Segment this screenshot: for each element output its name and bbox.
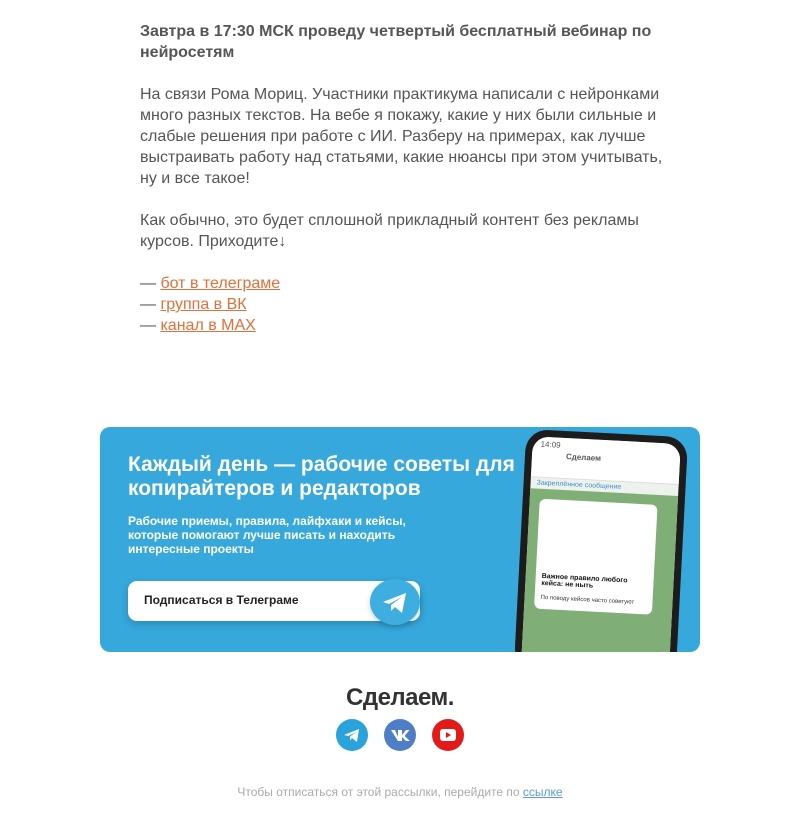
- telegram-icon[interactable]: [370, 579, 420, 625]
- telegram-promo-banner[interactable]: [100, 427, 700, 652]
- vk-icon[interactable]: [384, 719, 416, 751]
- phone-post-subtitle: По поводу кейсов часто советуют: [540, 594, 635, 606]
- social-links: [0, 719, 800, 751]
- brand-logo: Сделаем.: [346, 684, 454, 711]
- unsubscribe-text: Чтобы отписаться от этой рассылки, перейдите по: [237, 785, 523, 799]
- telegram-bot-link[interactable]: бот в телеграме: [160, 275, 281, 292]
- vk-group-link[interactable]: группа в ВК: [160, 296, 247, 313]
- unsubscribe-footer: [0, 785, 800, 799]
- unsubscribe-link[interactable]: ссылке: [522, 785, 563, 799]
- phone-chat-area: [521, 488, 678, 652]
- list-item: [140, 315, 665, 336]
- phone-message-bubble: [534, 499, 658, 615]
- links-list: [140, 273, 665, 336]
- max-channel-link[interactable]: канал в MAX: [160, 317, 256, 334]
- subscribe-button-label: Подписаться в Телеграме: [144, 593, 299, 607]
- email-paragraph: Как обычно, это будет сплошной прикладный контент без рекламы курсов. Приходите↓: [140, 212, 639, 250]
- youtube-icon[interactable]: [432, 719, 464, 751]
- phone-channel-name: Сделаем: [565, 452, 602, 463]
- phone-time: 14:09: [540, 439, 561, 450]
- email-body: [140, 21, 665, 336]
- dash: —: [140, 317, 161, 334]
- banner-subtitle: Рабочие приемы, правила, лайфхаки и кейсы, которые помогают лучше писать и находить интересные проекты: [128, 514, 406, 556]
- phone-pinned-label: Закреплённое сообщение: [536, 479, 622, 491]
- dash: —: [140, 296, 161, 313]
- phone-post-title: Важное правило любого кейса: не ныть: [541, 572, 628, 590]
- list-item: [140, 273, 665, 294]
- phone-mockup: [514, 429, 688, 652]
- email-paragraph: На связи Рома Мориц. Участники практикума написали с нейронками много разных текстов. На вебе я покажу, какие у них были сильные и слабые решения при работе с ИИ. Разберу на примерах, как лучше выстраивать работу над статьями, какие нюансы при этом учитывать, ну и все такое!: [140, 86, 663, 187]
- telegram-icon[interactable]: [336, 719, 368, 751]
- phone-screen: [521, 436, 681, 652]
- dash: —: [140, 275, 161, 292]
- email-headline: Завтра в 17:30 МСК проведу четвертый бесплатный вебинар по нейросетям: [140, 23, 652, 61]
- list-item: [140, 294, 665, 315]
- banner-title: Каждый день — рабочие советы для копирайтеров и редакторов: [128, 453, 515, 500]
